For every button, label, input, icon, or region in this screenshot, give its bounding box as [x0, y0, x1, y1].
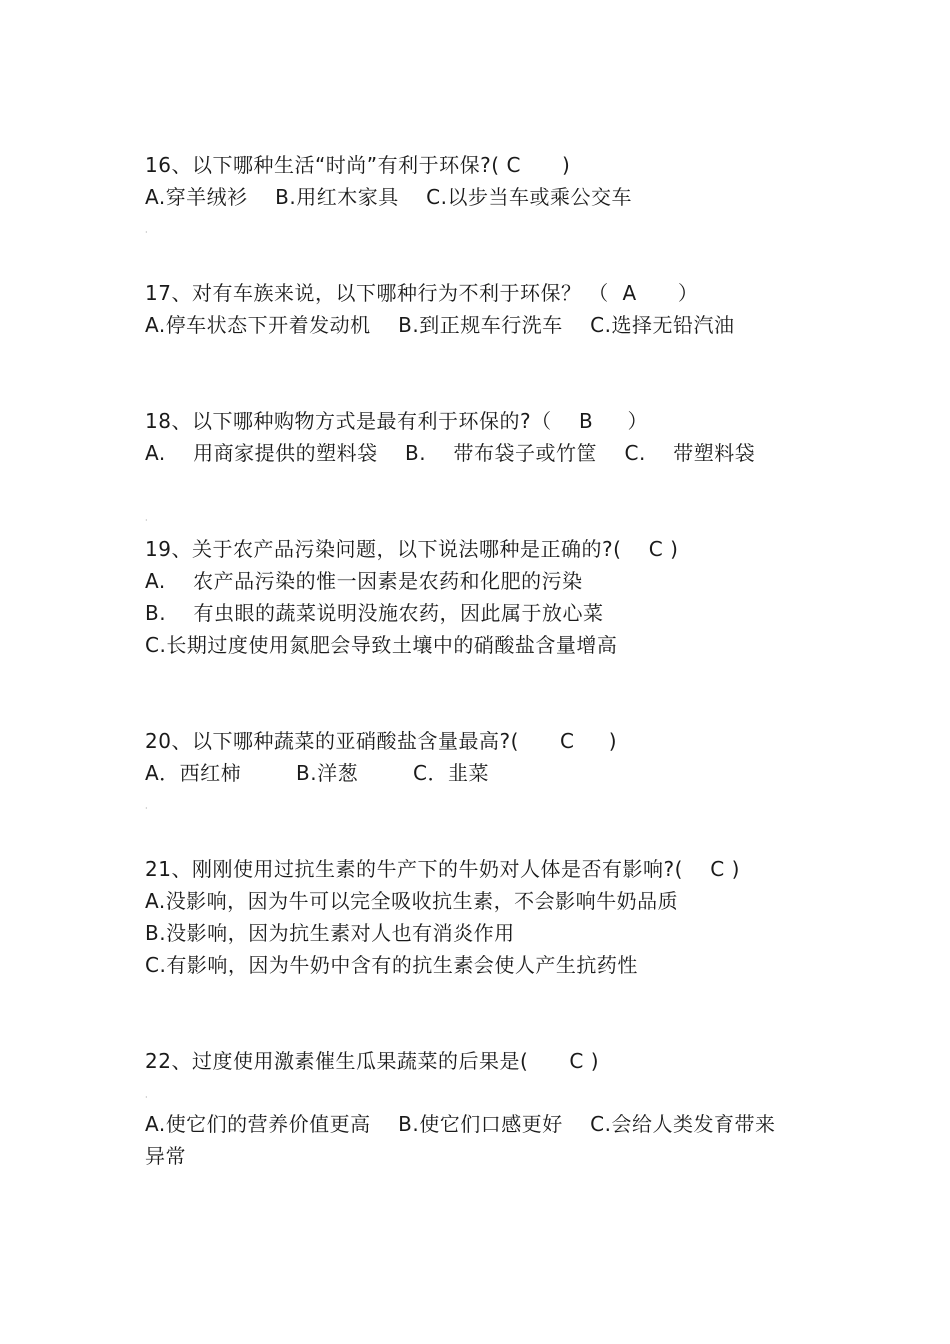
- question-21-option-a: A.没影响，因为牛可以完全吸收抗生素，不会影响牛奶品质: [145, 889, 679, 913]
- question-21-stem: 21、刚刚使用过抗生素的牛产下的牛奶对人体是否有影响?( C ): [145, 857, 740, 881]
- scan-speck: ·: [145, 804, 148, 813]
- question-18-stem: 18、以下哪种购物方式是最有利于环保的?（ B ）: [145, 409, 649, 433]
- question-22-stem: 22、过度使用激素催生瓜果蔬菜的后果是( C ): [145, 1049, 600, 1073]
- question-16-options: A.穿羊绒衫 B.用红木家具 C.以步当车或乘公交车: [145, 185, 632, 209]
- question-19-option-c: C.长期过度使用氮肥会导致土壤中的硝酸盐含量增高: [145, 633, 618, 657]
- scan-speck: ·: [145, 228, 148, 237]
- question-19-option-b: B. 有虫眼的蔬菜说明没施农药，因此属于放心菜: [145, 601, 604, 625]
- question-16-stem: 16、以下哪种生活“时尚”有利于环保?( C ): [145, 153, 571, 177]
- question-22-options-continued: 异常: [145, 1144, 186, 1168]
- question-20-stem: 20、以下哪种蔬菜的亚硝酸盐含量最高?( C ): [145, 729, 618, 753]
- question-21-option-b: B.没影响，因为抗生素对人也有消炎作用: [145, 921, 515, 945]
- question-20-options: A．西红柿 B.洋葱 C．韭菜: [145, 761, 489, 785]
- question-17-options: A.停车状态下开着发动机 B.到正规车行洗车 C.选择无铅汽油: [145, 313, 735, 337]
- scan-speck: ·: [145, 1093, 148, 1102]
- question-19-option-a: A. 农产品污染的惟一因素是农药和化肥的污染: [145, 569, 583, 593]
- question-21-option-c: C.有影响，因为牛奶中含有的抗生素会使人产生抗药性: [145, 953, 638, 977]
- question-22-options: A.使它们的营养价值更高 B.使它们口感更好 C.会给人类发育带来: [145, 1112, 776, 1136]
- question-17-stem: 17、对有车族来说，以下哪种行为不利于环保？ （ A ）: [145, 281, 699, 305]
- question-18-options: A. 用商家提供的塑料袋 B. 带布袋子或竹筐 C. 带塑料袋: [145, 441, 756, 465]
- question-19-stem: 19、关于农产品污染问题，以下说法哪种是正确的?( C ): [145, 537, 679, 561]
- scan-speck: ·: [145, 516, 148, 525]
